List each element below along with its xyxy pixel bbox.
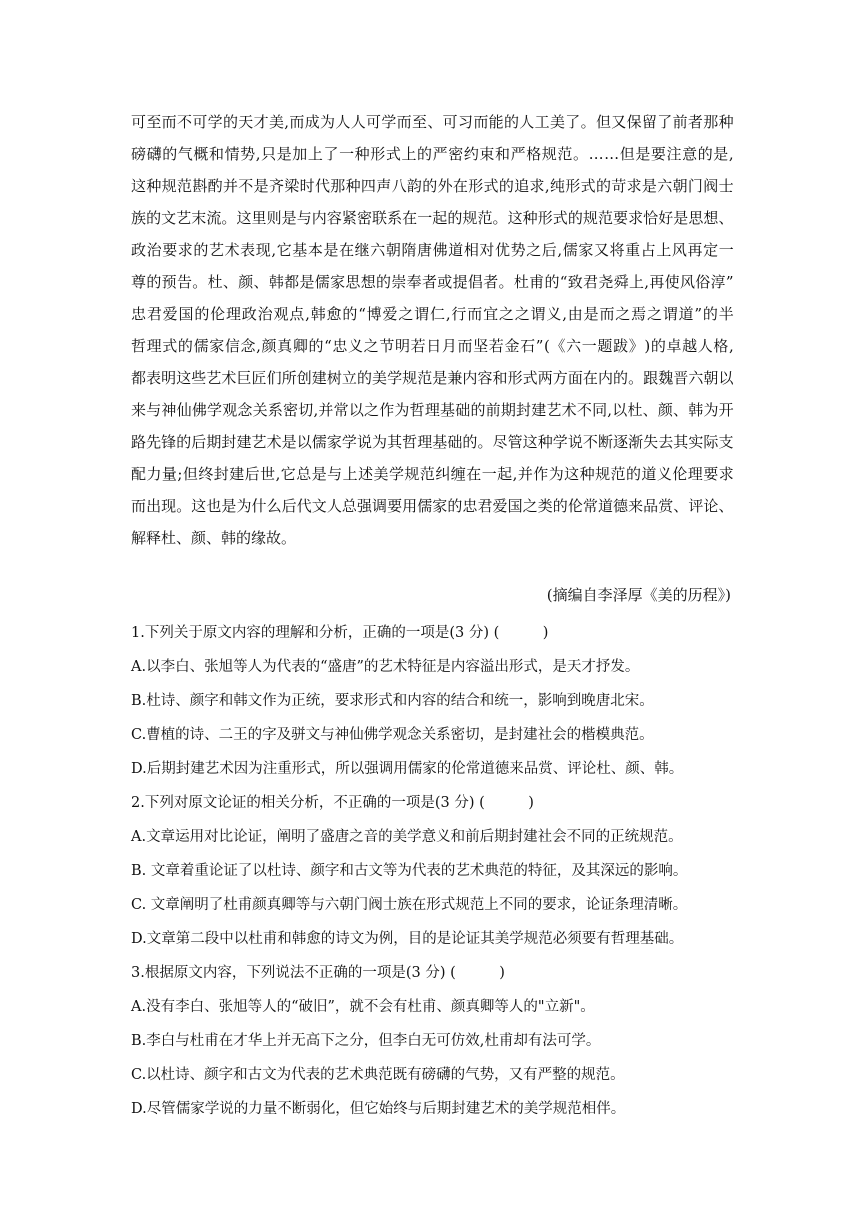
passage-line: 族 的 文 艺 末 流 。 这 里 则 是 与 内 容 紧 密 联 系 在 一 起 的 规 范 。 这 种 形 式 的 规 范 要 求 恰 好 是 思 想 、 bbox=[131, 209, 734, 227]
passage-line: 配 力 量 ; 但 终 封 建 后 世 , 它 总 是 与 上 述 美 学 规 范 纠 缠 在 一 起 , 并 作 为 这 种 规 范 的 道 义 伦 理 要 求 bbox=[131, 465, 734, 483]
passage-line: 尊 的 预 告 。 杜 、 颜 、 韩 都 是 儒 家 思 想 的 崇 奉 者 或 提 倡 者 。 杜 甫 的 “ 致 君 尧 舜 上 , 再 使 风 俗 淳 ” bbox=[131, 273, 734, 291]
question-stem: 3.根据原文内容，下列说法不正确的一项是(3 分) ( ) bbox=[131, 965, 505, 981]
passage-line: 磅 礴 的 气 概 和 情 势 , 只 是 加 上 了 一 种 形 式 上 的 严 密 约 束 和 严 格 规 范 。 … … 但 是 要 注 意 的 是 , bbox=[131, 145, 734, 163]
answer-option: A.文章运用对比论证，阐明了盛唐之音的美学意义和前后期封建社会不同的正统规范。 bbox=[131, 829, 683, 845]
passage-line: 忠 君 爱 国 的 伦 理 政 治 观 点 , 韩 愈 的 “ 博 爱 之 谓 仁 , 行 而 宜 之 之 谓 义 , 由 是 而 之 焉 之 谓 道 ” 的 半 bbox=[131, 305, 734, 323]
answer-option: B.李白与杜甫在才华上并无高下之分，但李白无可仿效,杜甫却有法可学。 bbox=[131, 1033, 601, 1049]
answer-option: C.曹植的诗、二王的字及骈文与神仙佛学观念关系密切，是封建社会的楷模典范。 bbox=[131, 727, 654, 743]
answer-option: B.杜诗、颜字和韩文作为正统，要求形式和内容的结合和统一，影响到晚唐北宋。 bbox=[131, 693, 654, 709]
passage-line: 都 表 明 这 些 艺 术 巨 匠 们 所 创 建 树 立 的 美 学 规 范 是 兼 内 容 和 形 式 两 方 面 在 内 的 。 跟 魏 晋 六 朝 以 bbox=[131, 369, 734, 387]
passage-line: 可 至 而 不 可 学 的 天 才 美 , 而 成 为 人 人 可 学 而 至 、 可 习 而 能 的 人 工 美 了 。 但 又 保 留 了 前 者 那 种 bbox=[131, 113, 734, 131]
answer-option: A.以李白、张旭等人为代表的“盛唐”的艺术特征是内容溢出形式，是天才抒发。 bbox=[131, 659, 640, 675]
answer-option: D.后期封建艺术因为注重形式，所以强调用儒家的伦常道德来品赏、评论杜、颜、韩。 bbox=[131, 761, 684, 777]
passage-line: 这 种 规 范 斟 酌 并 不 是 齐 梁 时 代 那 种 四 声 八 韵 的 外 在 形 式 的 追 求 , 纯 形 式 的 苛 求 是 六 朝 门 阀 士 bbox=[131, 177, 734, 195]
passage-line: 哲 理 式 的 儒 家 信 念 , 颜 真 卿 的 “ 忠 义 之 节 明 若 日 月 而 坚 若 金 石 ” ( 《 六 一 题 跋 》 ) 的 卓 越 人 格 , bbox=[131, 337, 734, 355]
answer-option: D.尽管儒家学说的力量不断弱化，但它始终与后期封建艺术的美学规范相伴。 bbox=[131, 1101, 626, 1117]
passage-line: 解释杜、颜、韩的缘故。 bbox=[131, 529, 297, 547]
passage-line: 来 与 神 仙 佛 学 观 念 关 系 密 切 , 并 常 以 之 作 为 哲 理 基 础 的 前 期 封 建 艺 术 不 同 , 以 杜 、 颜 、 韩 为 开 bbox=[131, 401, 734, 419]
passage-line: 政 治 要 求 的 艺 术 表 现 , 它 基 本 是 在 继 六 朝 隋 唐 佛 道 相 对 优 势 之 后 , 儒 家 又 将 重 占 上 风 再 定 一 bbox=[131, 241, 734, 259]
passage-line: 而 出 现 。 这 也 是 为 什 么 后 代 文 人 总 强 调 要 用 儒 家 的 忠 君 爱 国 之 类 的 伦 常 道 德 来 品 赏 、 评 论 、 bbox=[131, 497, 734, 515]
question-stem: 1.下列关于原文内容的理解和分析，正确的一项是(3 分) ( ) bbox=[131, 625, 549, 641]
question-stem: 2.下列对原文论证的相关分析，不正确的一项是(3 分) ( ) bbox=[131, 795, 534, 811]
source-citation: (摘编自李泽厚《美的历程》) bbox=[546, 586, 731, 604]
answer-option: D.文章第二段中以杜甫和韩愈的诗文为例，目的是论证其美学规范必须要有哲理基础。 bbox=[131, 931, 684, 947]
questions-section bbox=[131, 616, 751, 1126]
answer-option: B. 文章着重论证了以杜诗、颜字和古文等为代表的艺术典范的特征，及其深远的影响。 bbox=[131, 863, 688, 879]
passage-paragraph bbox=[131, 106, 734, 554]
answer-option: C.以杜诗、颜字和古文为代表的艺术典范既有磅礴的气势，又有严整的规范。 bbox=[131, 1067, 625, 1083]
answer-option: A.没有李白、张旭等人的“破旧”，就不会有杜甫、颜真卿等人的"立新"。 bbox=[131, 999, 595, 1015]
passage-line: 路 先 锋 的 后 期 封 建 艺 术 是 以 儒 家 学 说 为 其 哲 理 基 础 的 。 尽 管 这 种 学 说 不 断 逐 渐 失 去 其 实 际 支 bbox=[131, 433, 734, 451]
answer-option: C. 文章阐明了杜甫颜真卿等与六朝门阀士族在形式规范上不同的要求，论证条理清晰。 bbox=[131, 897, 688, 913]
